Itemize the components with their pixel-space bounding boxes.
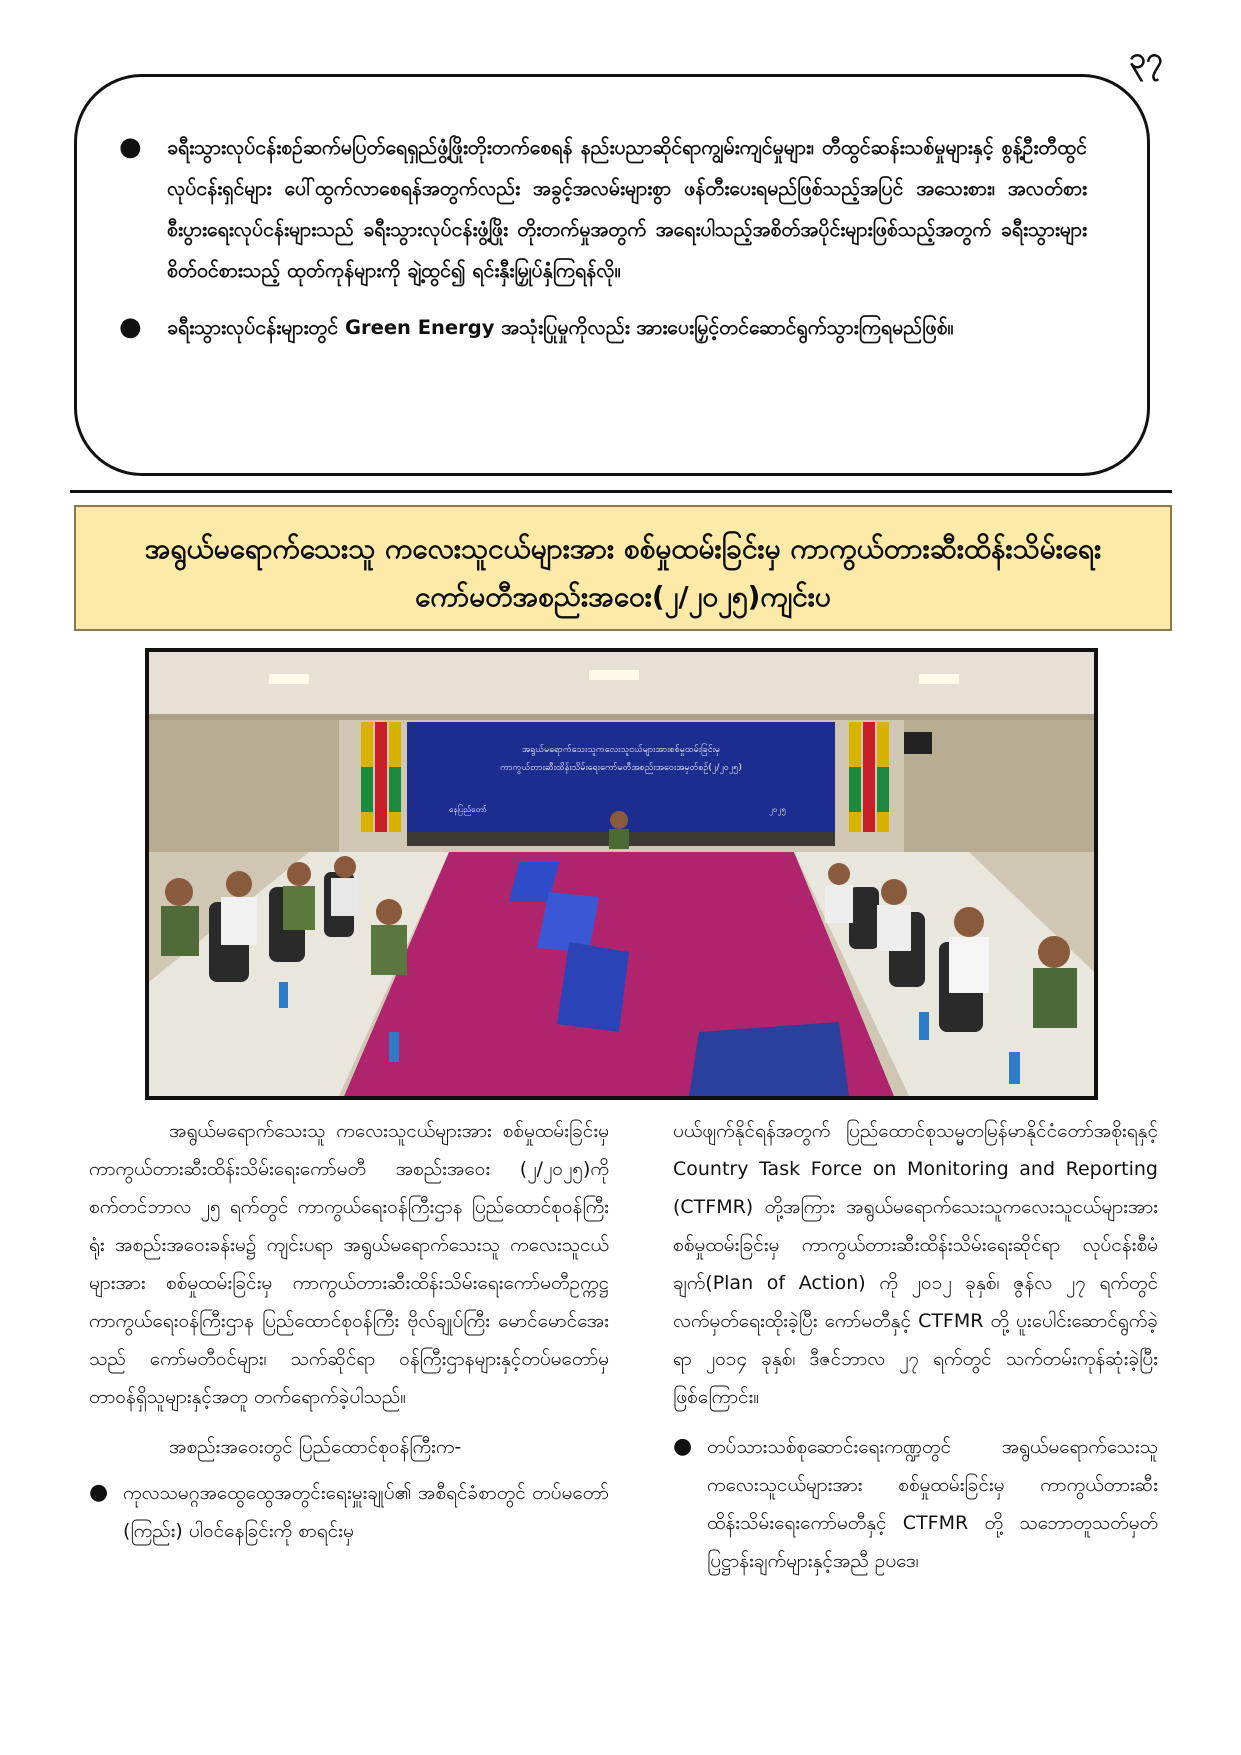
bullet-icon: ● [673,1434,693,1459]
page-number: ၃၇ [1129,41,1163,76]
body-paragraph: အစည်းအဝေးတွင် ပြည်ထောင်စုဝန်ကြီးက- [169,1436,462,1458]
bullet-icon: ● [119,312,142,342]
title-line-1: အရွယ်မရောက်သေးသူ ကလေးသူငယ်များအား စစ်မှုထမ်းခြင်းမှ ကာကွယ်တားဆီးထိန်းသိမ်းရေး [144,532,1102,565]
banner-place: နေပြည်တော် [449,805,487,814]
bullet-icon: ● [89,1480,109,1505]
highlight-box [74,74,1150,476]
highlight-item [119,307,1087,348]
bullet-icon: ● [119,132,142,162]
body-paragraph: ပယ်ဖျက်နိုင်ရန်အတွက် ပြည်ထောင်စုသမ္မတမြန်မာနိုင်ငံတော်အစိုးရနှင့် Country Task Force on Monitoring and Reporting (CTFMR) တို့အကြား အရွယ်မရောက်သေးသူကလေးသူငယ်များအား စစ်မှုထမ်းခြင်းမှ ကာကွယ်တားဆီးထိန်းသိမ်းရေးဆိုင်ရာ လုပ်ငန်းစီမံချက်(Plan of Action) ကို ၂၀၁၂ ခုနှစ်၊ ဇွန်လ ၂၇ ရက်တွင် လက်မှတ်ရေးထိုးခဲ့ပြီး ကော်မတီနှင့် CTFMR တို့ ပူးပေါင်းဆောင်ရွက်ခဲ့ရာ ၂၀၁၄ ခုနှစ်၊ ဒီဇင်ဘာလ ၂၇ ရက်တွင် သက်တမ်းကုန်ဆုံးခဲ့ပြီးဖြစ်ကြောင်း။ [673,1120,1158,1408]
right-column [673,1112,1158,1580]
meeting-photo [145,648,1098,1100]
body-paragraph: အရွယ်မရောက်သေးသူ ကလေးသူငယ်များအား စစ်မှုထမ်းခြင်းမှ ကာကွယ်တားဆီးထိန်းသိမ်းရေးကော်မတီ အစည်းအဝေး (၂/၂၀၂၅)ကို စက်တင်ဘာလ ၂၅ ရက်တွင် ကာကွယ်ရေးဝန်ကြီးဌာန ပြည်ထောင်စုဝန်ကြီးရုံး အစည်းအဝေးခန်းမ၌ ကျင်းပရာ အရွယ်မရောက်သေးသူ ကလေးသူငယ်များအား စစ်မှုထမ်းခြင်းမှ ကာကွယ်တားဆီးထိန်းသိမ်းရေးကော်မတီဥက္ကဋ္ဌ ကာကွယ်ရေးဝန်ကြီးဌာန ပြည်ထောင်စုဝန်ကြီး ဗိုလ်ချုပ်ကြီး မောင်မောင်အေးသည် ကော်မတီဝင်များ၊ သက်ဆိုင်ရာ ဝန်ကြီးဌာနများနှင့်တပ်မတော်မှ တာဝန်ရှိသူများနှင့်အတူ တက်ရောက်ခဲ့ပါသည်။ [89,1120,609,1408]
list-item [89,1474,609,1550]
highlight-item [119,127,1087,291]
list-item [673,1428,1158,1580]
list-item-text: တပ်သားသစ်စုဆောင်းရေးကဏ္ဍတွင် အရွယ်မရောက်သေးသူ ကလေးသူငယ်များအား စစ်မှုထမ်းခြင်းမှ ကာကွယ်တားဆီးထိန်းသိမ်းရေးကော်မတီနှင့် CTFMR တို့ သဘောတူသတ်မှတ်ပြဋ္ဌာန်းချက်များနှင့်အညီ ဥပဒေ၊ [707,1436,1158,1572]
title-line-2: ကော်မတီအစည်းအဝေး(၂/၂၀၂၅)ကျင်းပ [415,580,831,613]
highlight-list [119,127,1087,348]
highlight-text: ခရီးသွားလုပ်ငန်းစဉ်ဆက်မပြတ်ရေရှည်ဖွံ့ဖြိုးတိုးတက်စေရန် နည်းပညာဆိုင်ရာကျွမ်းကျင်မှုများ၊ တီထွင်ဆန်းသစ်မှုများနှင့် စွန့်ဦးတီထွင်လုပ်ငန်းရှင်များ ပေါ်ထွက်လာစေရန်အတွက်လည်း အခွင့်အလမ်းများစွာ ဖန်တီးပေးရမည်ဖြစ်သည့်အပြင် အသေးစား၊ အလတ်စား စီးပွားရေးလုပ်ငန်းများသည် ခရီးသွားလုပ်ငန်းဖွံ့ဖြိုး တိုးတက်မှုအတွက် အရေးပါသည့်အစိတ်အပိုင်းများဖြစ်သည့်အတွက် ခရီးသွားများစိတ်ဝင်စားသည့် ထုတ်ကုန်များကို ချဲ့ထွင်၍ ရင်းနှီးမြှုပ်နှံကြရန်လို။ [167,136,1087,282]
point-list [89,1474,609,1550]
left-column [89,1112,609,1550]
article-title [74,505,1172,631]
list-item-text: ကုလသမဂ္ဂအထွေထွေအတွင်းရေးမှူးချုပ်၏ အစီရင်ခံစာတွင် တပ်မတော် (ကြည်း) ပါဝင်နေခြင်းကို စာရင်းမှ [123,1482,609,1542]
section-divider [70,490,1172,493]
highlight-text: ခရီးသွားလုပ်ငန်းများတွင် Green Energy အသုံးပြုမှုကိုလည်း အားပေးမြှင့်တင်ဆောင်ရွက်သွားကြရမည်ဖြစ်။ [167,316,954,339]
point-list [673,1428,1158,1580]
banner-line-1: အရွယ်မရောက်သေးသူကလေးသူငယ်များအားစစ်မှုထမ်းခြင်းမှ [521,745,721,755]
banner-line-2: ကာကွယ်တားဆီးထိန်းသိမ်းရေးကော်မတီအစည်းအဝေးအမှတ်စဉ်(၂/၂၀၂၅) [500,763,742,773]
banner-date: ၂၀၂၅ [769,805,786,814]
